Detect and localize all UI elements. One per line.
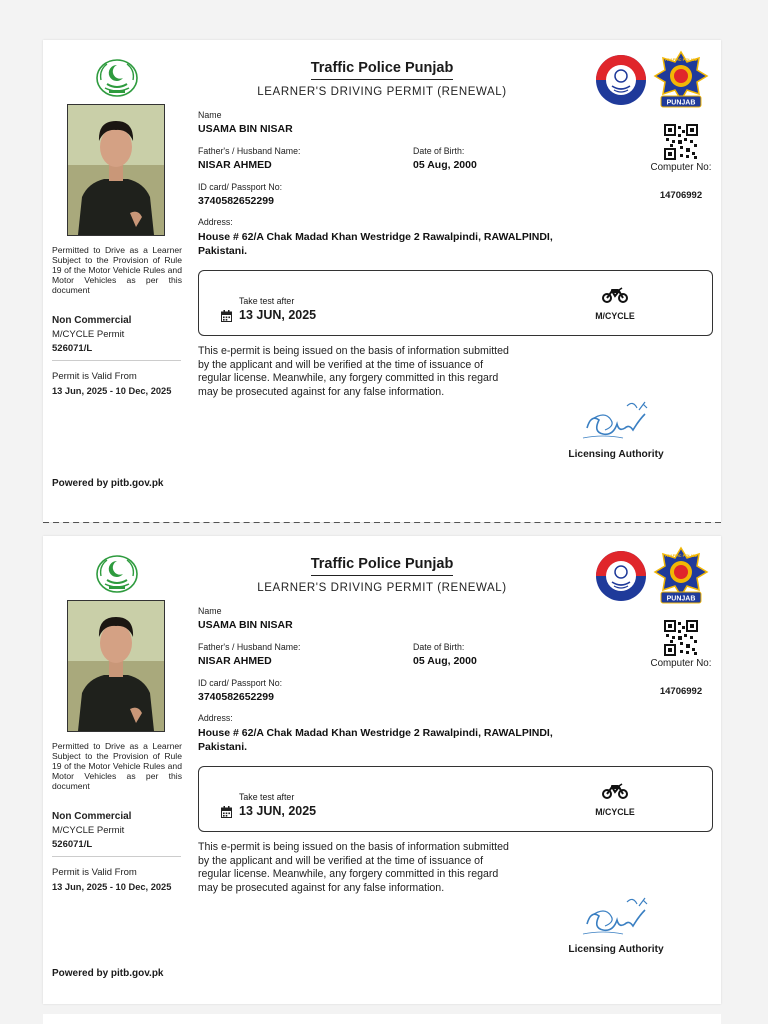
name-label: Name <box>198 110 222 120</box>
permit-type: M/CYCLE Permit <box>52 329 125 340</box>
father-name-label: Father's / Husband Name: <box>198 642 301 652</box>
notice-text: This e-permit is being issued on the basis of information submitted by the applicant and will be verified at the time of issuance of regular license. Meanwhile, any forgery committed in this regard may be prosecuted against for any false information. <box>198 345 509 398</box>
permit-type: M/CYCLE Permit <box>52 825 125 836</box>
father-name-value: NISAR AHMED <box>198 159 272 171</box>
page-title: Traffic Police Punjab <box>43 60 721 80</box>
id-card-label: ID card/ Passport No: <box>198 182 283 192</box>
father-name-value: NISAR AHMED <box>198 655 272 667</box>
licensing-authority: Licensing Authority <box>568 944 664 955</box>
dob-value: 05 Aug, 2000 <box>413 159 477 171</box>
powered-by: Powered by pitb.gov.pk <box>52 478 164 489</box>
notice-text: This e-permit is being issued on the basis of information submitted by the applicant and will be verified at the time of issuance of regular license. Meanwhile, any forgery committed in this regard may be prosecuted against for any false information. <box>198 841 509 894</box>
licensing-authority: Licensing Authority <box>568 449 664 460</box>
page-subtitle: LEARNER'S DRIVING PERMIT (RENEWAL) <box>257 86 507 98</box>
valid-label: Permit is Valid From <box>52 867 137 878</box>
category-label: Non Commercial <box>52 811 132 822</box>
vehicle-label: M/CYCLE <box>595 807 635 817</box>
valid-period: 13 Jun, 2025 - 10 Dec, 2025 <box>52 386 172 396</box>
badge-punjab-text: PUNJAB <box>666 595 696 603</box>
powered-by: Powered by pitb.gov.pk <box>52 968 164 979</box>
address-label: Address: <box>198 713 233 723</box>
vehicle-label: M/CYCLE <box>595 311 635 321</box>
traffic-police-badge-icon <box>653 546 709 606</box>
motorcycle-icon <box>602 782 628 799</box>
traffic-police-badge <box>653 546 709 606</box>
page-subtitle: LEARNER'S DRIVING PERMIT (RENEWAL) <box>257 582 507 594</box>
traffic-police-badge <box>653 50 709 110</box>
next-card-edge <box>43 1014 721 1024</box>
qr-code-icon <box>664 124 698 160</box>
id-card-value: 3740582652299 <box>198 195 274 207</box>
police-emblem-icon <box>595 54 647 106</box>
id-card-value: 3740582652299 <box>198 691 274 703</box>
address-label: Address: <box>198 217 233 227</box>
qr-code-icon <box>664 620 698 656</box>
test-info-box <box>198 766 713 832</box>
name-value: USAMA BIN NISAR <box>198 123 293 135</box>
permitted-statement: Permitted to Drive as a Learner Subject to the Provision of Rule 19 of the Motor Vehicle Rules and Motor Vehicles as per this document <box>52 245 182 295</box>
calendar-icon <box>221 806 232 818</box>
page-title: Traffic Police Punjab <box>43 556 721 576</box>
id-card-label: ID card/ Passport No: <box>198 678 283 688</box>
motorcycle-icon <box>602 286 628 303</box>
test-label: Take test after <box>239 792 295 802</box>
test-info-box <box>198 270 713 336</box>
valid-period: 13 Jun, 2025 - 10 Dec, 2025 <box>52 882 172 892</box>
divider <box>52 856 181 857</box>
badge-punjab-text: PUNJAB <box>666 99 696 107</box>
calendar-icon <box>221 310 232 322</box>
dob-value: 05 Aug, 2000 <box>413 655 477 667</box>
name-label: Name <box>198 606 222 616</box>
test-label: Take test after <box>239 296 295 306</box>
address-value: House # 62/A Chak Madad Khan Westridge 2 Rawalpindi, RAWALPINDI, Pakistani. <box>198 231 553 257</box>
computer-no-label: Computer No: <box>650 162 712 173</box>
computer-no-value: 14706992 <box>659 190 703 201</box>
dob-label: Date of Birth: <box>413 642 465 652</box>
permit-card-1 <box>43 40 721 522</box>
test-date: 13 JUN, 2025 <box>239 308 317 322</box>
applicant-photo <box>67 600 165 732</box>
applicant-photo <box>67 104 165 236</box>
father-name-label: Father's / Husband Name: <box>198 146 301 156</box>
authority-signature <box>581 398 653 444</box>
dob-label: Date of Birth: <box>413 146 465 156</box>
permitted-statement: Permitted to Drive as a Learner Subject to the Provision of Rule 19 of the Motor Vehicle Rules and Motor Vehicles as per this document <box>52 741 182 791</box>
name-value: USAMA BIN NISAR <box>198 619 293 631</box>
valid-label: Permit is Valid From <box>52 371 137 382</box>
police-emblem-icon <box>595 550 647 602</box>
permit-number: 526071/L <box>52 343 93 354</box>
permit-number: 526071/L <box>52 839 93 850</box>
badge-traffic-police-text: TRAFFIC POLICE <box>664 553 698 558</box>
computer-no-value: 14706992 <box>659 686 703 697</box>
divider <box>52 360 181 361</box>
traffic-police-badge-icon <box>653 50 709 110</box>
permit-card-2 <box>43 536 721 1004</box>
address-value: House # 62/A Chak Madad Khan Westridge 2 Rawalpindi, RAWALPINDI, Pakistani. <box>198 727 553 753</box>
authority-signature <box>581 894 653 940</box>
badge-traffic-police-text: TRAFFIC POLICE <box>664 57 698 62</box>
computer-no-label: Computer No: <box>650 658 712 669</box>
test-date: 13 JUN, 2025 <box>239 804 317 818</box>
category-label: Non Commercial <box>52 315 132 326</box>
